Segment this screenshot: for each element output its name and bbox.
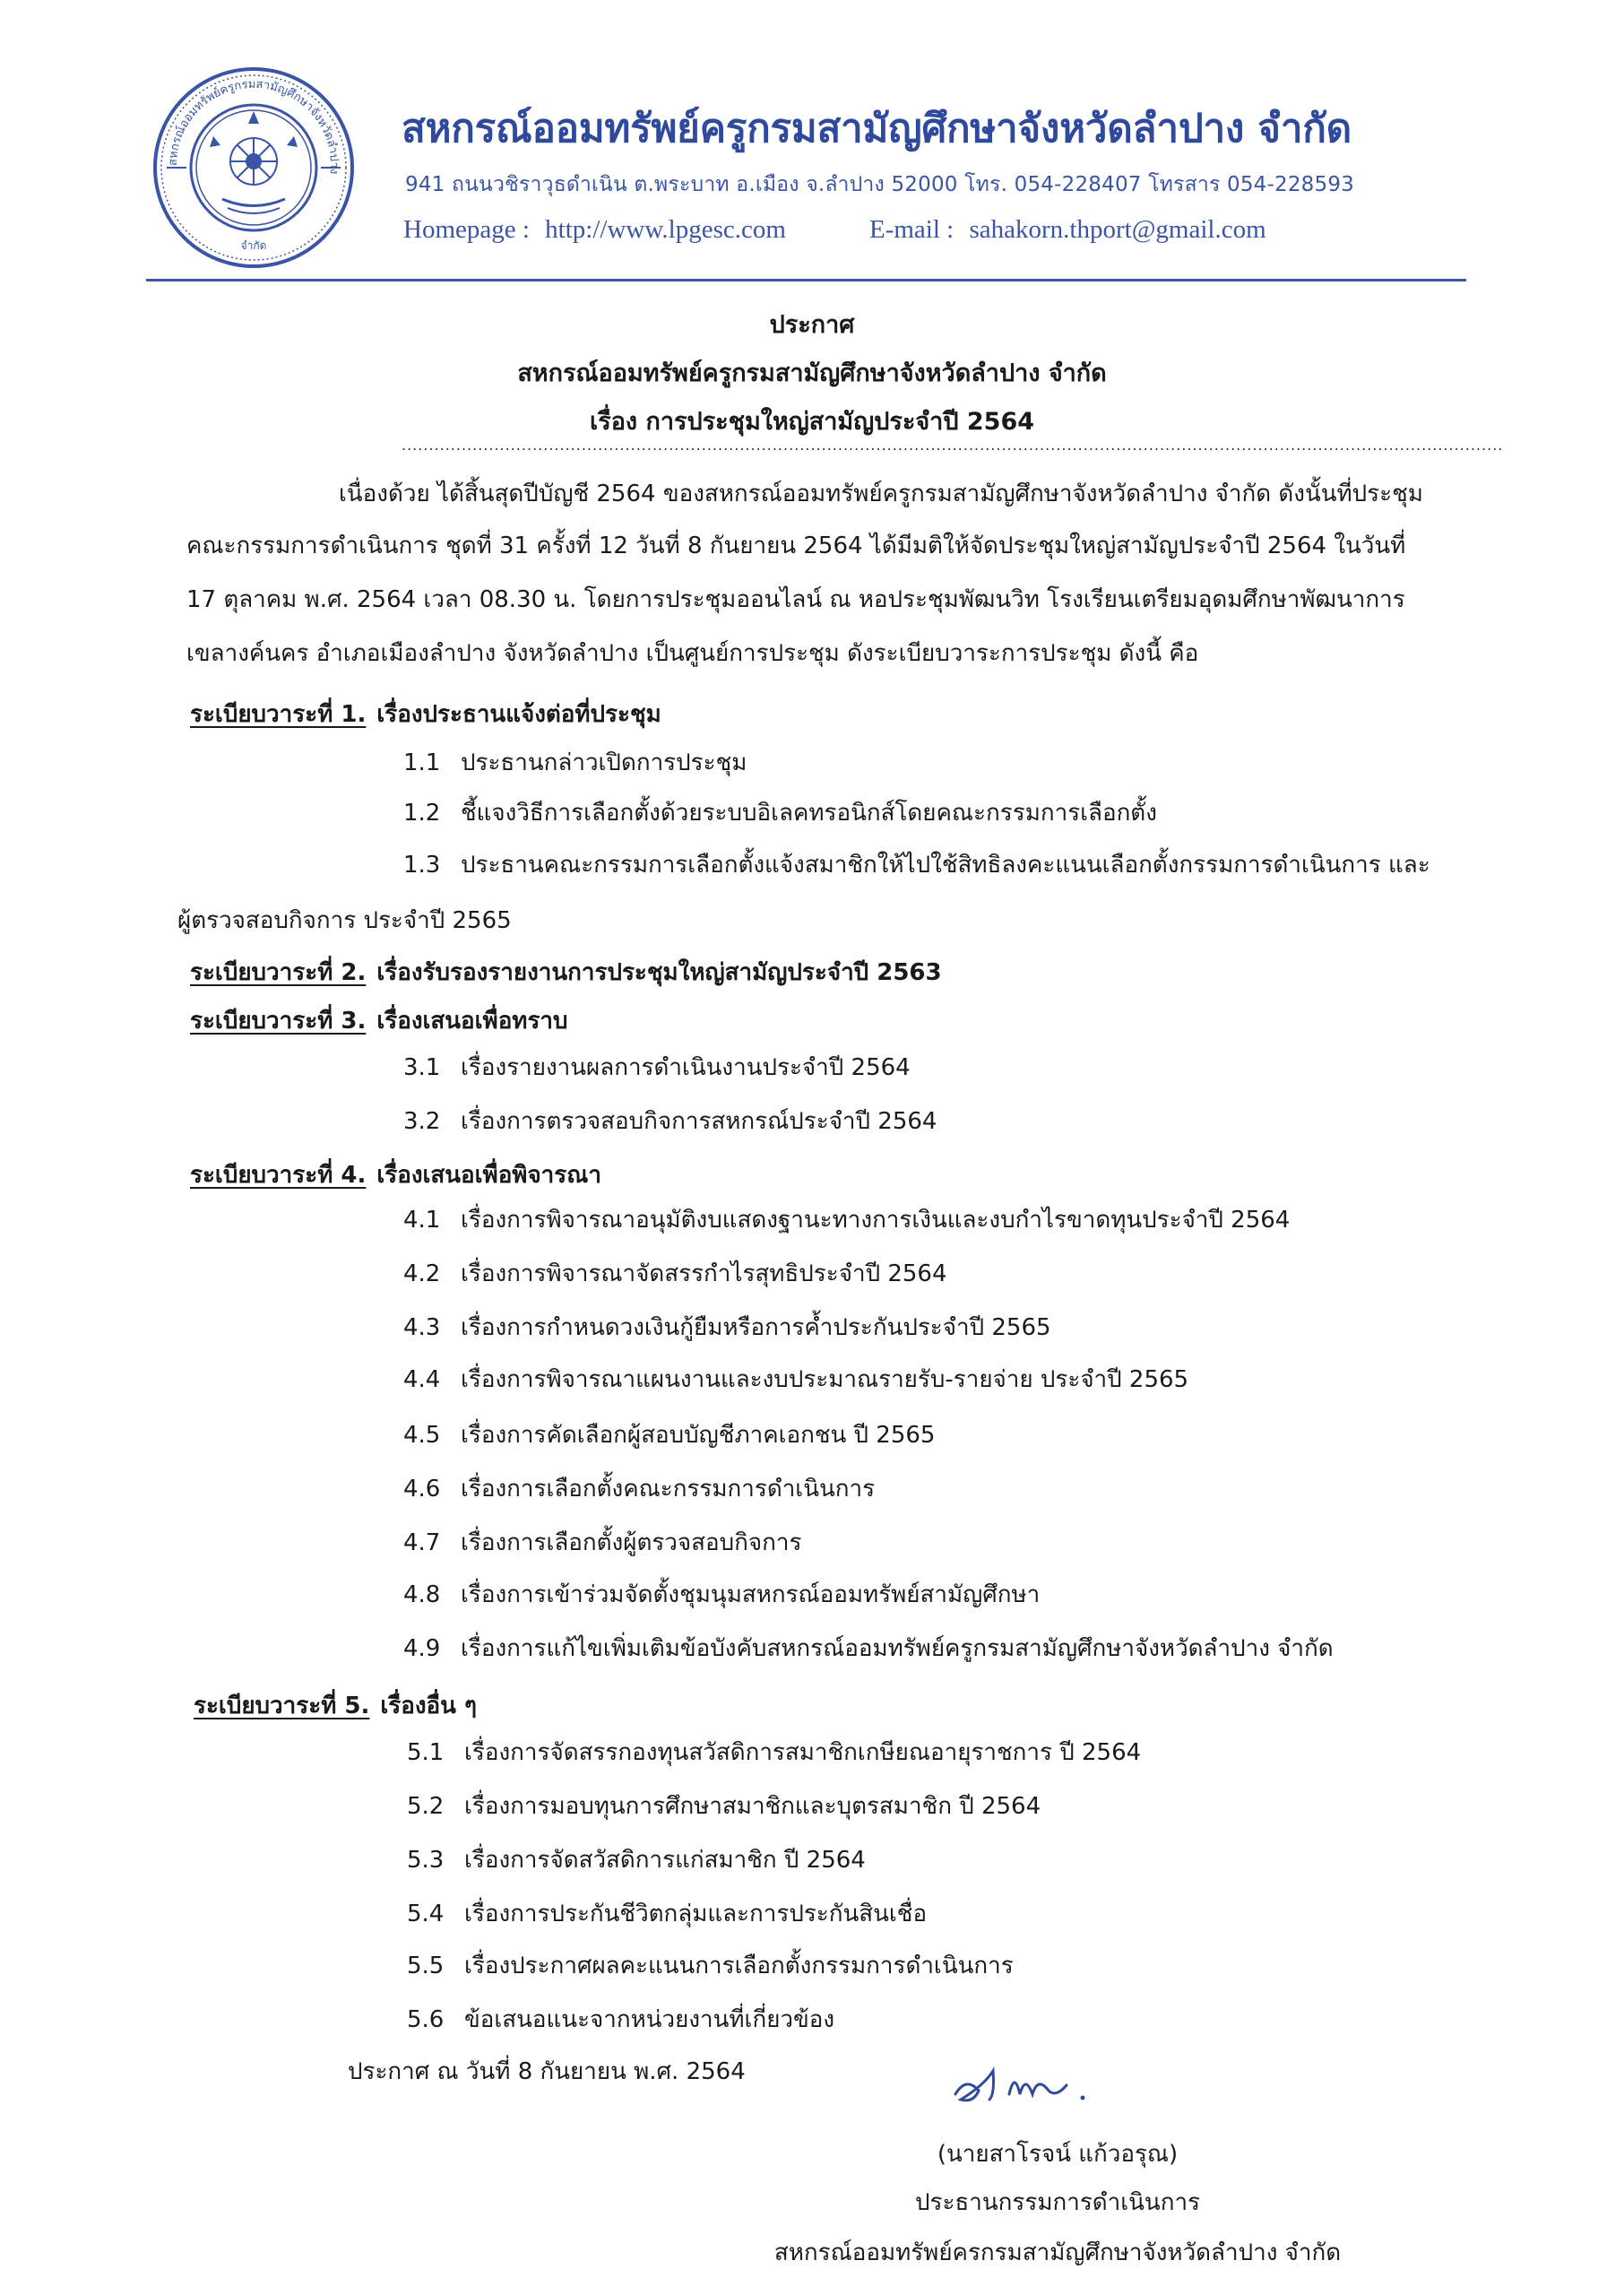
seal-bottom-text: จำกัด <box>240 239 267 252</box>
agenda-item: 4.6 เรื่องการเลือกตั้งคณะกรรมการดำเนินการ <box>403 1476 876 1503</box>
agenda-item: 5.3 เรื่องการจัดสวัสดิการแก่สมาชิก ปี 2564 <box>407 1847 866 1874</box>
agenda-item: 1.2 ชี้แจงวิธีการเลือกตั้งด้วยระบบอิเลคทรอนิกส์โดยคณะกรรมการเลือกตั้ง <box>403 800 1157 827</box>
cooperative-seal-logo <box>151 65 357 271</box>
email-block <box>869 215 1266 245</box>
letterhead-address: 941 ถนนวชิราวุธดำเนิน ต.พระบาท อ.เมือง จ.ลำปาง 52000 โทร. 054-228407 โทรสาร 054-228593 <box>405 173 1355 196</box>
agenda-item: 4.1 เรื่องการพิจารณาอนุมัติงบแสดงฐานะทางการเงินและงบกำไรขาดทุนประจำปี 2564 <box>403 1207 1291 1234</box>
agenda-title: เรื่องเสนอเพื่อทราบ <box>376 1008 568 1035</box>
agenda-item: 4.2 เรื่องการพิจารณาจัดสรรกำไรสุทธิประจำปี 2564 <box>403 1260 947 1287</box>
agenda-item: 5.1 เรื่องการจัดสรรกองทุนสวัสดิการสมาชิกเกษียณอายุราชการ ปี 2564 <box>407 1739 1142 1766</box>
signer-name: (นายสาโรจน์ แก้วอรุณ) <box>937 2141 1179 2168</box>
agenda-item: 4.5 เรื่องการคัดเลือกผู้สอบบัญชีภาคเอกชน ปี 2565 <box>403 1422 936 1449</box>
email-link[interactable]: sahakorn.thport@gmail.com <box>969 215 1266 244</box>
homepage-link[interactable]: http://www.lpgesc.com <box>545 215 786 244</box>
agenda-number: ระเบียบวาระที่ 1. <box>190 701 367 728</box>
agenda-item-continuation: ผู้ตรวจสอบกิจการ ประจำปี 2565 <box>177 907 512 934</box>
agenda-item: 1.3 ประธานคณะกรรมการเลือกตั้งแจ้งสมาชิกให้ไปใช้สิทธิลงคะแนนเลือกตั้งกรรมการดำเนินการ และ <box>403 852 1430 879</box>
agenda-5-heading <box>194 1687 477 1724</box>
letterhead-contact-row <box>403 215 1266 245</box>
announcement-org-line: สหกรณ์ออมทรัพย์ครูกรมสามัญศึกษาจังหวัดลำปาง จำกัด <box>517 359 1107 387</box>
agenda-item: 1.1 ประธานกล่าวเปิดการประชุม <box>403 749 747 776</box>
announcement-subject: เรื่อง การประชุมใหญ่สามัญประจำปี 2564 <box>589 408 1035 436</box>
agenda-3-heading <box>190 1002 568 1039</box>
announcement-heading: ประกาศ <box>769 311 855 339</box>
agenda-title: เรื่องเสนอเพื่อพิจารณา <box>376 1162 601 1189</box>
agenda-4-heading <box>190 1156 601 1193</box>
email-label: E-mail : <box>869 215 955 244</box>
homepage-label: Homepage : <box>403 215 530 244</box>
agenda-item: 4.7 เรื่องการเลือกตั้งผู้ตรวจสอบกิจการ <box>403 1529 802 1556</box>
agenda-title: เรื่องอื่น ๆ <box>380 1693 477 1719</box>
agenda-number: ระเบียบวาระที่ 4. <box>190 1162 367 1189</box>
signer-position: ประธานกรรมการดำเนินการ <box>914 2189 1201 2216</box>
agenda-item: 4.3 เรื่องการกำหนดวงเงินกู้ยืมหรือการค้ำประกันประจำปี 2565 <box>403 1314 1051 1341</box>
signature-scribble <box>948 2058 1110 2112</box>
agenda-item: 4.8 เรื่องการเข้าร่วมจัดตั้งชุมนุมสหกรณ์ออมทรัพย์สามัญศึกษา <box>403 1581 1041 1608</box>
agenda-title: เรื่องประธานแจ้งต่อที่ประชุม <box>376 701 661 728</box>
agenda-number: ระเบียบวาระที่ 5. <box>194 1693 370 1719</box>
agenda-item: 5.5 เรื่องประกาศผลคะแนนการเลือกตั้งกรรมการดำเนินการ <box>407 1953 1014 1979</box>
agenda-title: เรื่องรับรองรายงานการประชุมใหญ่สามัญประจำปี 2563 <box>376 959 942 986</box>
agenda-item: 3.1 เรื่องรายงานผลการดำเนินงานประจำปี 2564 <box>403 1054 911 1081</box>
letterhead-org-name: สหกรณ์ออมทรัพย์ครูกรมสามัญศึกษาจังหวัดลำปาง จำกัด <box>402 106 1352 152</box>
signer-organization: สหกรณ์ออมทรัพย์ครกรมสามัญศึกษาจังหวัดลำปาง จำกัด <box>773 2239 1342 2266</box>
intro-line-4: เขลางค์นคร อำเภอเมืองลำปาง จังหวัดลำปาง เป็นศูนย์การประชุม ดังระเบียบวาระการประชุม ดังนี้ คือ <box>186 640 1199 667</box>
intro-line-3: 17 ตุลาคม พ.ศ. 2564 เวลา 08.30 น. โดยการประชุมออนไลน์ ณ หอประชุมพัฒนวิท โรงเรียนเตรียมอุดมศึกษาพัฒนาการ <box>186 586 1405 613</box>
intro-line-2: คณะกรรมการดำเนินการ ชุดที่ 31 ครั้งที่ 12 วันที่ 8 กันยายน 2564 ได้มีมติให้จัดประชุมใหญ่สามัญประจำปี 2564 ในวันที่ <box>186 533 1406 559</box>
seal-ring-text: สหกรณ์ออมทรัพย์ครูกรมสามัญศึกษาจังหวัดลำปาง <box>166 77 341 175</box>
letterhead-divider <box>146 279 1466 281</box>
agenda-item: 3.2 เรื่องการตรวจสอบกิจการสหกรณ์ประจำปี 2564 <box>403 1108 937 1135</box>
agenda-item: 5.6 ข้อเสนอแนะจากหน่วยงานที่เกี่ยวข้อง <box>407 2006 835 2033</box>
agenda-item: 4.4 เรื่องการพิจารณาแผนงานและงบประมาณรายรับ-รายจ่าย ประจำปี 2565 <box>403 1366 1189 1393</box>
agenda-item: 5.4 เรื่องการประกันชีวิตกลุ่มและการประกันสินเชื่อ <box>407 1901 928 1927</box>
agenda-number: ระเบียบวาระที่ 2. <box>190 959 367 986</box>
title-dotted-separator: .......................................................................................................................................................................................................... <box>402 437 1504 454</box>
announcement-date-line: ประกาศ ณ วันที่ 8 กันยายน พ.ศ. 2564 <box>348 2058 746 2085</box>
agenda-item: 5.2 เรื่องการมอบทุนการศึกษาสมาชิกและบุตรสมาชิก ปี 2564 <box>407 1793 1041 1820</box>
agenda-2-heading <box>190 954 942 991</box>
agenda-number: ระเบียบวาระที่ 3. <box>190 1008 367 1035</box>
intro-line-1: เนื่องด้วย ได้สิ้นสุดปีบัญชี 2564 ของสหกรณ์ออมทรัพย์ครูกรมสามัญศึกษาจังหวัดลำปาง จำกัด ดังนั้นที่ประชุม <box>339 481 1423 507</box>
agenda-1-heading <box>190 696 661 732</box>
agenda-item: 4.9 เรื่องการแก้ไขเพิ่มเติมข้อบังคับสหกรณ์ออมทรัพย์ครูกรมสามัญศึกษาจังหวัดลำปาง จำกัด <box>403 1635 1334 1662</box>
